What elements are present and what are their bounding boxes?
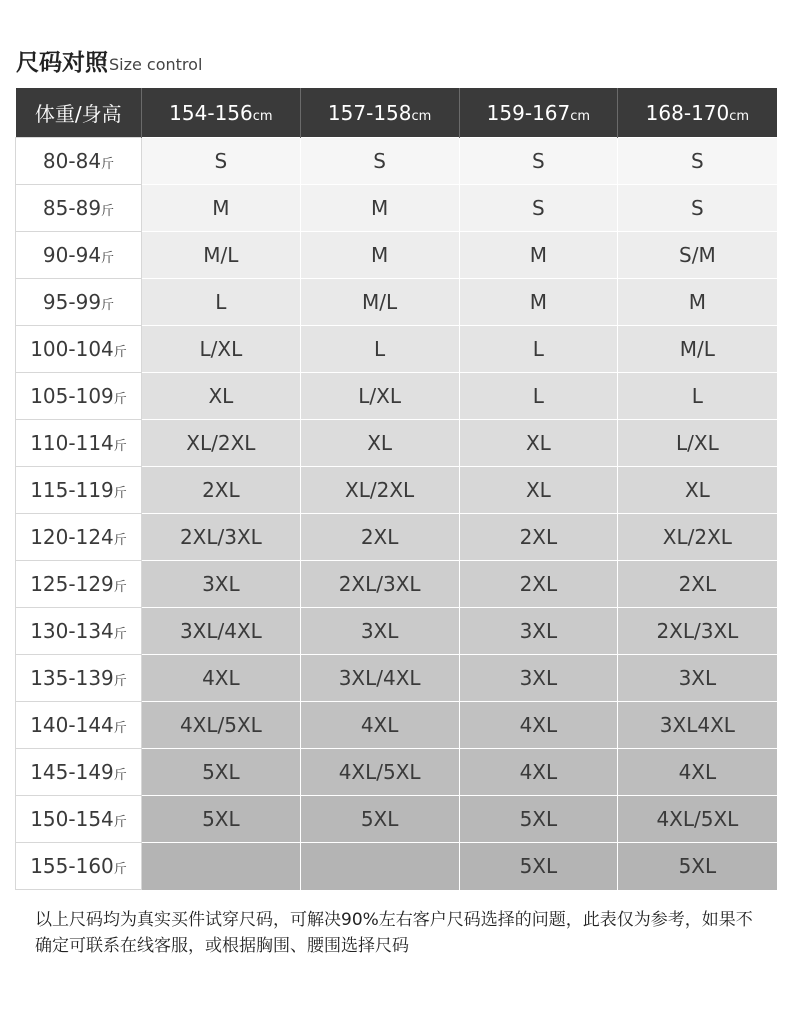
weight-range: 95-99	[42, 290, 102, 314]
weight-cell	[16, 326, 142, 373]
weight-cell	[16, 749, 142, 796]
weight-cell	[16, 796, 142, 843]
size-cell: 4XL	[300, 702, 459, 749]
weight-unit: 斤	[113, 345, 127, 360]
size-cell: 5XL	[300, 796, 459, 843]
table-row	[16, 420, 777, 467]
size-cell: XL/2XL	[142, 420, 301, 467]
weight-cell	[16, 467, 142, 514]
weight-unit: 斤	[113, 627, 127, 642]
height-range: 157-158	[327, 100, 412, 125]
weight-cell	[16, 702, 142, 749]
height-header	[142, 88, 301, 138]
size-cell: M	[300, 185, 459, 232]
size-cell	[142, 843, 301, 890]
size-cell: S	[618, 185, 777, 232]
size-cell: M	[300, 232, 459, 279]
weight-unit: 斤	[101, 157, 115, 172]
size-cell: M	[459, 232, 618, 279]
weight-cell	[16, 514, 142, 561]
height-header	[459, 88, 618, 138]
size-cell: 3XL	[618, 655, 777, 702]
header-row	[16, 88, 777, 138]
weight-unit: 斤	[101, 298, 115, 313]
weight-unit: 斤	[113, 580, 127, 595]
size-cell: 2XL/3XL	[618, 608, 777, 655]
table-row	[16, 608, 777, 655]
table-row	[16, 326, 777, 373]
size-cell: 5XL	[459, 796, 618, 843]
size-cell: 5XL	[459, 843, 618, 890]
table-body	[16, 138, 777, 890]
size-cell: L	[142, 279, 301, 326]
size-cell: 5XL	[618, 843, 777, 890]
table-row	[16, 373, 777, 420]
size-cell: M/L	[300, 279, 459, 326]
size-cell: 4XL/5XL	[142, 702, 301, 749]
height-range: 159-167	[486, 100, 571, 125]
size-cell: S/M	[618, 232, 777, 279]
weight-range: 115-119	[30, 478, 114, 502]
size-cell: M	[459, 279, 618, 326]
title-english: Size control	[109, 55, 203, 74]
size-cell: 3XL/4XL	[300, 655, 459, 702]
weight-cell	[16, 185, 142, 232]
height-unit: cm	[570, 108, 591, 124]
weight-cell	[16, 138, 142, 185]
weight-cell	[16, 843, 142, 890]
weight-range: 125-129	[30, 572, 114, 596]
weight-range: 100-104	[30, 337, 114, 361]
table-row	[16, 702, 777, 749]
height-header	[618, 88, 777, 138]
size-cell: 2XL	[459, 514, 618, 561]
table-row	[16, 796, 777, 843]
size-table	[15, 88, 777, 890]
size-cell: 3XL4XL	[618, 702, 777, 749]
table-row	[16, 655, 777, 702]
size-cell: S	[459, 138, 618, 185]
size-cell: 5XL	[142, 796, 301, 843]
size-cell: 2XL	[300, 514, 459, 561]
size-cell: 2XL	[459, 561, 618, 608]
size-cell: 2XL/3XL	[300, 561, 459, 608]
weight-range: 135-139	[30, 666, 114, 690]
weight-cell	[16, 561, 142, 608]
size-cell: 2XL	[618, 561, 777, 608]
weight-range: 120-124	[30, 525, 114, 549]
weight-unit: 斤	[113, 439, 127, 454]
size-cell: L/XL	[618, 420, 777, 467]
size-cell: 3XL	[459, 655, 618, 702]
size-cell: 4XL	[459, 702, 618, 749]
weight-range: 140-144	[30, 713, 114, 737]
table-row	[16, 514, 777, 561]
table-row	[16, 138, 777, 185]
weight-unit: 斤	[101, 251, 115, 266]
size-cell: M	[618, 279, 777, 326]
size-cell: XL	[459, 467, 618, 514]
size-cell: 3XL	[459, 608, 618, 655]
weight-unit: 斤	[113, 392, 127, 407]
weight-cell	[16, 279, 142, 326]
height-unit: cm	[252, 108, 273, 124]
weight-range: 150-154	[30, 807, 114, 831]
size-cell: 2XL/3XL	[142, 514, 301, 561]
size-cell: 3XL/4XL	[142, 608, 301, 655]
weight-range: 110-114	[30, 431, 114, 455]
corner-label: 体重/身高	[34, 102, 122, 126]
size-cell: 4XL/5XL	[300, 749, 459, 796]
height-unit: cm	[729, 108, 750, 124]
size-cell: M/L	[618, 326, 777, 373]
size-cell: XL/2XL	[618, 514, 777, 561]
size-cell: 4XL/5XL	[618, 796, 777, 843]
height-range: 168-170	[645, 100, 730, 125]
footnote: 以上尺码均为真实买件试穿尺码，可解决90%左右客户尺码选择的问题，此表仅为参考，如果不确定可联系在线客服，或根据胸围、腰围选择尺码	[35, 910, 753, 956]
weight-cell	[16, 373, 142, 420]
size-cell: XL	[459, 420, 618, 467]
title-chinese: 尺码对照	[16, 50, 108, 76]
weight-range: 85-89	[42, 196, 102, 220]
size-cell: 3XL	[300, 608, 459, 655]
weight-cell	[16, 608, 142, 655]
weight-unit: 斤	[113, 815, 127, 830]
height-header	[300, 88, 459, 138]
weight-range: 130-134	[30, 619, 114, 643]
corner-header	[16, 88, 142, 138]
weight-unit: 斤	[113, 862, 127, 877]
chart-title	[16, 43, 202, 77]
weight-unit: 斤	[101, 204, 115, 219]
size-cell: L/XL	[142, 326, 301, 373]
table-row	[16, 467, 777, 514]
height-range: 154-156	[169, 100, 253, 125]
size-cell: S	[618, 138, 777, 185]
table-row	[16, 843, 777, 890]
size-cell: XL	[300, 420, 459, 467]
weight-cell	[16, 655, 142, 702]
size-cell: 4XL	[142, 655, 301, 702]
weight-cell	[16, 232, 142, 279]
weight-range: 90-94	[42, 243, 102, 267]
size-cell: L/XL	[300, 373, 459, 420]
table-row	[16, 232, 777, 279]
weight-unit: 斤	[113, 533, 127, 548]
size-cell: 2XL	[142, 467, 301, 514]
height-unit: cm	[411, 108, 432, 124]
size-cell: 5XL	[142, 749, 301, 796]
weight-range: 145-149	[30, 760, 114, 784]
weight-unit: 斤	[113, 721, 127, 736]
size-cell	[300, 843, 459, 890]
size-cell: XL	[618, 467, 777, 514]
weight-range: 80-84	[42, 149, 102, 173]
size-cell: 4XL	[618, 749, 777, 796]
size-cell: L	[300, 326, 459, 373]
table-row	[16, 279, 777, 326]
weight-cell	[16, 420, 142, 467]
table-row	[16, 749, 777, 796]
size-cell: S	[300, 138, 459, 185]
table-row	[16, 185, 777, 232]
size-cell: 4XL	[459, 749, 618, 796]
weight-range: 105-109	[30, 384, 114, 408]
table-row	[16, 561, 777, 608]
weight-range: 155-160	[30, 854, 114, 878]
size-cell: L	[459, 326, 618, 373]
weight-unit: 斤	[113, 486, 127, 501]
size-cell: S	[459, 185, 618, 232]
size-cell: L	[618, 373, 777, 420]
size-cell: L	[459, 373, 618, 420]
size-cell: M/L	[142, 232, 301, 279]
size-cell: XL	[142, 373, 301, 420]
size-cell: 3XL	[142, 561, 301, 608]
size-cell: XL/2XL	[300, 467, 459, 514]
size-cell: M	[142, 185, 301, 232]
size-cell: S	[142, 138, 301, 185]
weight-unit: 斤	[113, 768, 127, 783]
weight-unit: 斤	[113, 674, 127, 689]
